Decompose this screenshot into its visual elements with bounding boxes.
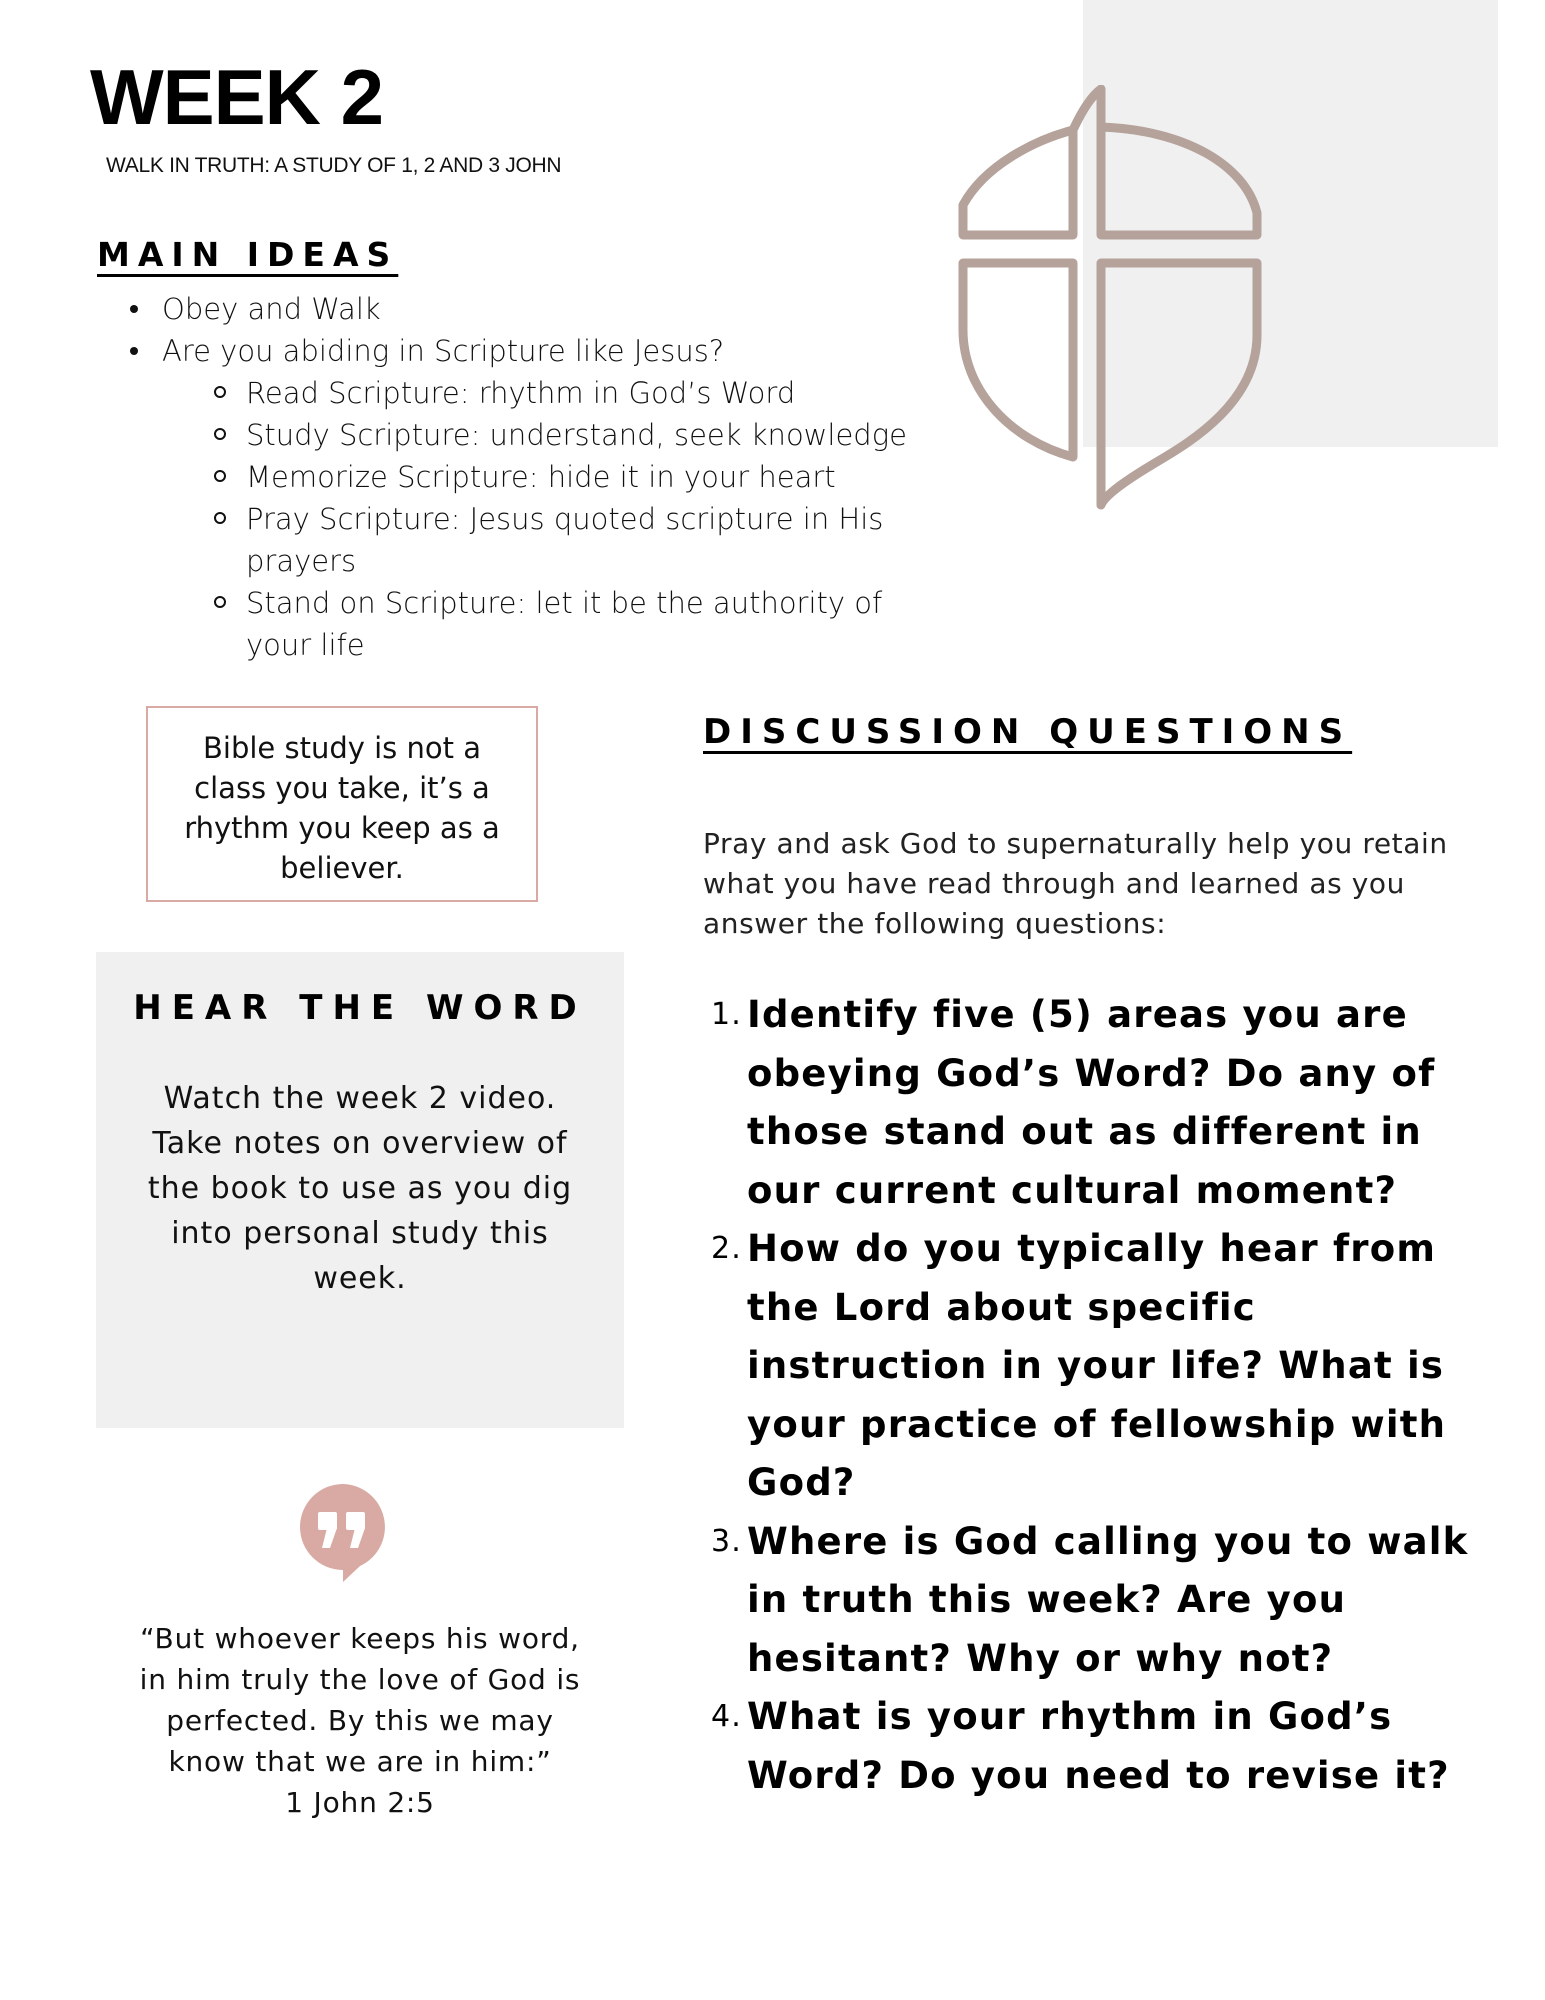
main-ideas-list — [130, 288, 930, 666]
question-item — [703, 1688, 1493, 1805]
list-item: Obey and Walk — [130, 288, 930, 330]
page-title: WEEK 2 — [90, 53, 384, 141]
question-text: Where is God calling you to walk in truth this week? Are you hesitant? Why or why not? — [747, 1519, 1469, 1680]
question-number: 1. — [711, 997, 743, 1032]
sub-list-item: Stand on Scripture: let it be the authority of your life — [214, 582, 886, 666]
question-number: 3. — [711, 1523, 743, 1559]
church-cross-logo — [955, 85, 1265, 510]
hear-the-word-box — [96, 952, 624, 1428]
question-number: 4. — [711, 1699, 743, 1734]
question-number: 2. — [711, 1231, 743, 1266]
page-subtitle: WALK IN TRUTH: A STUDY OF 1, 2 AND 3 JOHN — [106, 154, 562, 177]
quote-text: “But whoever keeps his word, in him truly the love of God is perfected. By this we may know that we are in him:” — [139, 1622, 581, 1778]
hear-the-word-heading: HEAR THE WORD — [133, 988, 587, 1028]
main-ideas-heading: MAIN IDEAS — [97, 235, 399, 274]
question-text: How do you typically hear from the Lord about specific instruction in your life? What is your practice of fellowship with God? — [747, 1227, 1447, 1504]
scripture-quote — [130, 1618, 590, 1823]
sub-list-item: Study Scripture: understand, seek knowledge — [214, 414, 930, 456]
sub-list-item: Read Scripture: rhythm in God’s Word — [214, 372, 930, 414]
discussion-questions-heading: DISCUSSION QUESTIONS — [703, 712, 1353, 752]
list-item — [130, 330, 930, 666]
discussion-intro: Pray and ask God to supernaturally help you retain what you have read through and learned as you answer the following questions: — [703, 827, 1448, 940]
callout-box: Bible study is not a class you take, it’s a rhythm you keep as a believer. — [146, 706, 538, 902]
question-item — [703, 986, 1493, 1220]
discussion-questions-list — [703, 986, 1493, 1805]
question-text: Identify five (5) areas you are obeying God’s Word? Do any of those stand out as different in our current cultural moment? — [747, 993, 1436, 1212]
question-text: What is your rhythm in God’s Word? Do you need to revise it? — [747, 1695, 1450, 1797]
quote-bubble-icon — [298, 1482, 388, 1582]
list-item-text: Are you abiding in Scripture like Jesus? — [162, 334, 725, 368]
hear-the-word-text: Watch the week 2 video. Take notes on overview of the book to use as you dig into personal study this week. — [147, 1081, 573, 1296]
question-item — [703, 1513, 1493, 1689]
sub-list-item: Memorize Scripture: hide it in your heart — [214, 456, 930, 498]
sub-list — [162, 372, 930, 666]
quote-reference: 1 John 2:5 — [285, 1786, 435, 1819]
question-item — [703, 1220, 1493, 1513]
sub-list-item: Pray Scripture: Jesus quoted scripture in His prayers — [214, 498, 886, 582]
